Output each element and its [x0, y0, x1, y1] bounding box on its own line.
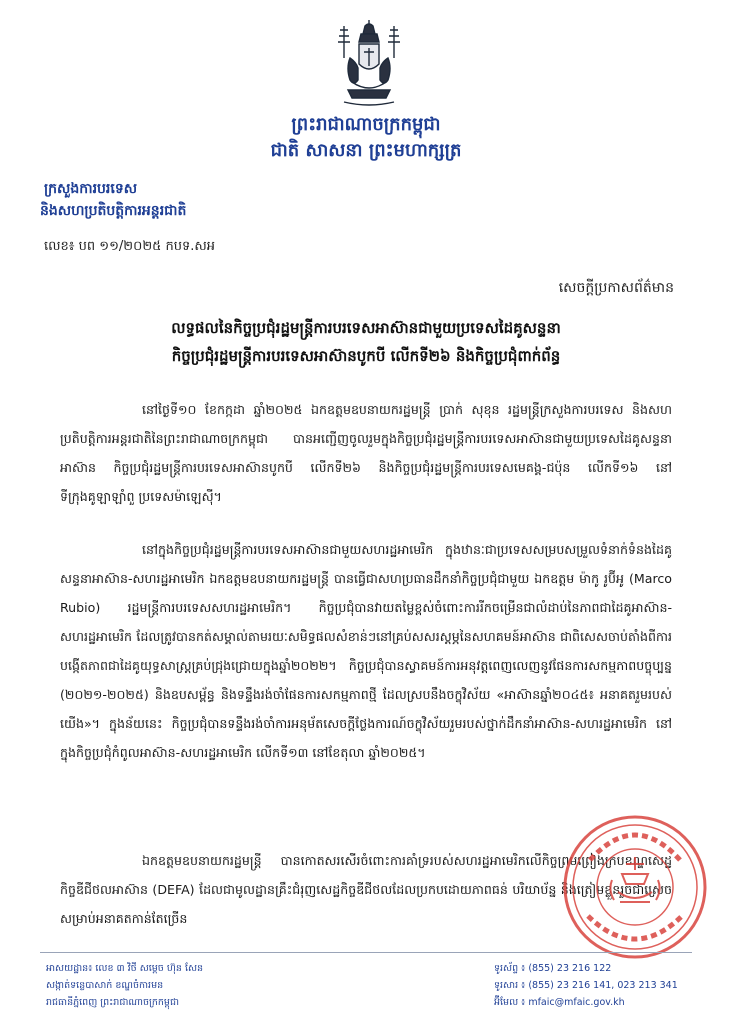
address-line-2: សង្កាត់ទន្លេបាសាក់ ខណ្ឌចំការមន — [46, 980, 164, 991]
kingdom-name: ព្រះរាជាណាចក្រកម្ពុជា — [291, 114, 441, 135]
body-paragraph-3: ឯកឧត្តមឧបនាយករដ្ឋមន្ត្រី បានកោតសរសើរចំពោះការគាំទ្ររបស់សហរដ្ឋអាមេរិកលើកិច្ចព្រមព្រៀងក្របខណ្ឌសេដ្ឋកិច្ចឌីជីថលអាស៊ាន (DEFA) ដែលជាមូលដ្ឋានគ្រឹះជំរុញសេដ្ឋកិច្ចឌីជីថលដែលប្រកបដោយភាពធន់ បរិយាប័ន្ន និងត្រៀមខ្លួនរួចជាស្រេចសម្រាប់អនាគតកាន់តែច្រើន — [60, 853, 672, 926]
royal-coat-of-arms-icon — [330, 18, 408, 108]
ministry-seal-icon — [560, 812, 710, 962]
email-address: អ៊ីមែល ៖ mfaic@mfaic.gov.kh — [494, 997, 625, 1008]
reference-number: លេខ៖ បព ១១/២០២៥ កបទ.សអ — [44, 239, 216, 254]
national-motto: ជាតិ សាសនា ព្រះមហាក្សត្រ — [270, 140, 462, 161]
footer-contacts — [494, 960, 724, 1011]
footer-divider — [40, 952, 692, 953]
fax-number: ទូរសារ ៖ (855) 23 216 141, 023 213 341 — [494, 980, 678, 991]
document-title-line1: លទ្ធផលនៃកិច្ចប្រជុំរដ្ឋមន្ត្រីការបរទេសអាស៊ានជាមួយប្រទេសដៃគូសន្ទនា — [171, 319, 561, 337]
footer-address — [46, 960, 376, 1011]
phone-number: ទូរស័ព្ទ ៖ (855) 23 216 122 — [494, 963, 612, 974]
ministry-name-line1: ក្រសួងការបរទេស — [44, 181, 138, 197]
body-paragraph-2: នៅក្នុងកិច្ចប្រជុំរដ្ឋមន្ត្រីការបរទេសអាស៊ានជាមួយសហរដ្ឋអាមេរិក ក្នុងឋានៈជាប្រទេសសម្របសម្រួលទំនាក់ទំនងដៃគូសន្ទនាអាស៊ាន-សហរដ្ឋអាមេរិក ឯកឧត្តមឧបនាយករដ្ឋមន្ត្រី បានធ្វើជាសហប្រធានដឹកនាំកិច្ចប្រជុំជាមួយ ឯកឧត្តម ម៉ាកូ រូប៊ីអូ (Marco Rubio) រដ្ឋមន្ត្រីការបរទេសសហរដ្ឋអាមេរិក។ កិច្ចប្រជុំបានវាយតម្លៃខ្ពស់ចំពោះការរីកចម្រើនជាលំដាប់នៃភាពជាដៃគូអាស៊ាន-សហរដ្ឋអាមេរិក ដែលត្រូវបានកត់សម្គាល់តាមរយៈសមិទ្ធផលសំខាន់ៗនៅគ្រប់សសរស្តម្ភនៃសហគមន៍អាស៊ាន ជាពិសេសចាប់តាំងពីការបង្កើតភាពជាដៃគូយុទ្ធសាស្ត្រគ្រប់ជ្រុងជ្រោយក្នុងឆ្នាំ២០២២។ កិច្ចប្រជុំបានស្វាគមន៍ការអនុវត្តពេញលេញនូវផែនការសកម្មភាពបច្ចុប្បន្ន (២០២១-២០២៥) និងឧបសម្ព័ន្ធ និងទន្ទឹងរង់ចាំផែនការសកម្មភាពថ្មី ដែលស្របនឹងចក្ខុវិស័យ «អាស៊ានឆ្នាំ២០៤៥៖ អនាគតរួមរបស់យើង»។ ក្នុងន័យនេះ កិច្ចប្រជុំបានទន្ទឹងរង់ចាំការអនុម័តសេចក្តីថ្លែងការណ៍ចក្ខុវិស័យរួមរបស់ថ្នាក់ដឹកនាំអាស៊ាន-សហរដ្ឋអាមេរិក នៅក្នុងកិច្ចប្រជុំកំពូលអាស៊ាន-សហរដ្ឋអាមេរិក លើកទី១៣ នៅខែតុលា ឆ្នាំ២០២៥។ — [60, 542, 672, 760]
address-line-1: អាសយដ្ឋាន៖ លេខ ៣ វិថី សម្តេច ហ៊ុន សែន — [46, 963, 204, 974]
body-paragraph-1: នៅថ្ងៃទី១០ ខែកក្កដា ឆ្នាំ២០២៥ ឯកឧត្តមឧបនាយករដ្ឋមន្ត្រី ប្រាក់ សុខុន រដ្ឋមន្ត្រីក្រសួងការបរទេស និងសហប្រតិបត្តិការអន្តរជាតិនៃព្រះរាជាណាចក្រកម្ពុជា បានអញ្ជើញចូលរួមក្នុងកិច្ចប្រជុំរដ្ឋមន្ត្រីការបរទេសអាស៊ានជាមួយប្រទេសដៃគូសន្ទនាអាស៊ាន កិច្ចប្រជុំរដ្ឋមន្ត្រីការបរទេសអាស៊ានបូកបី លើកទី២៦ និងកិច្ចប្រជុំរដ្ឋមន្ត្រីការបរទេសមេគង្គ-ជប៉ុន លើកទី១៦ នៅទីក្រុងគូឡាឡាំពួ ប្រទេសម៉ាឡេស៊ី។ — [60, 402, 672, 504]
address-line-3: រាជធានីភ្នំពេញ ព្រះរាជាណាចក្រកម្ពុជា — [46, 997, 179, 1008]
document-type: សេចក្តីប្រកាសព័ត៌មាន — [558, 280, 674, 296]
document-title-line2: កិច្ចប្រជុំរដ្ឋមន្ត្រីការបរទេសអាស៊ានបូកបី លើកទី២៦ និងកិច្ចប្រជុំពាក់ព័ន្ធ — [171, 347, 561, 365]
ministry-name-line2: និងសហប្រតិបត្តិការអន្តរជាតិ — [40, 203, 187, 219]
